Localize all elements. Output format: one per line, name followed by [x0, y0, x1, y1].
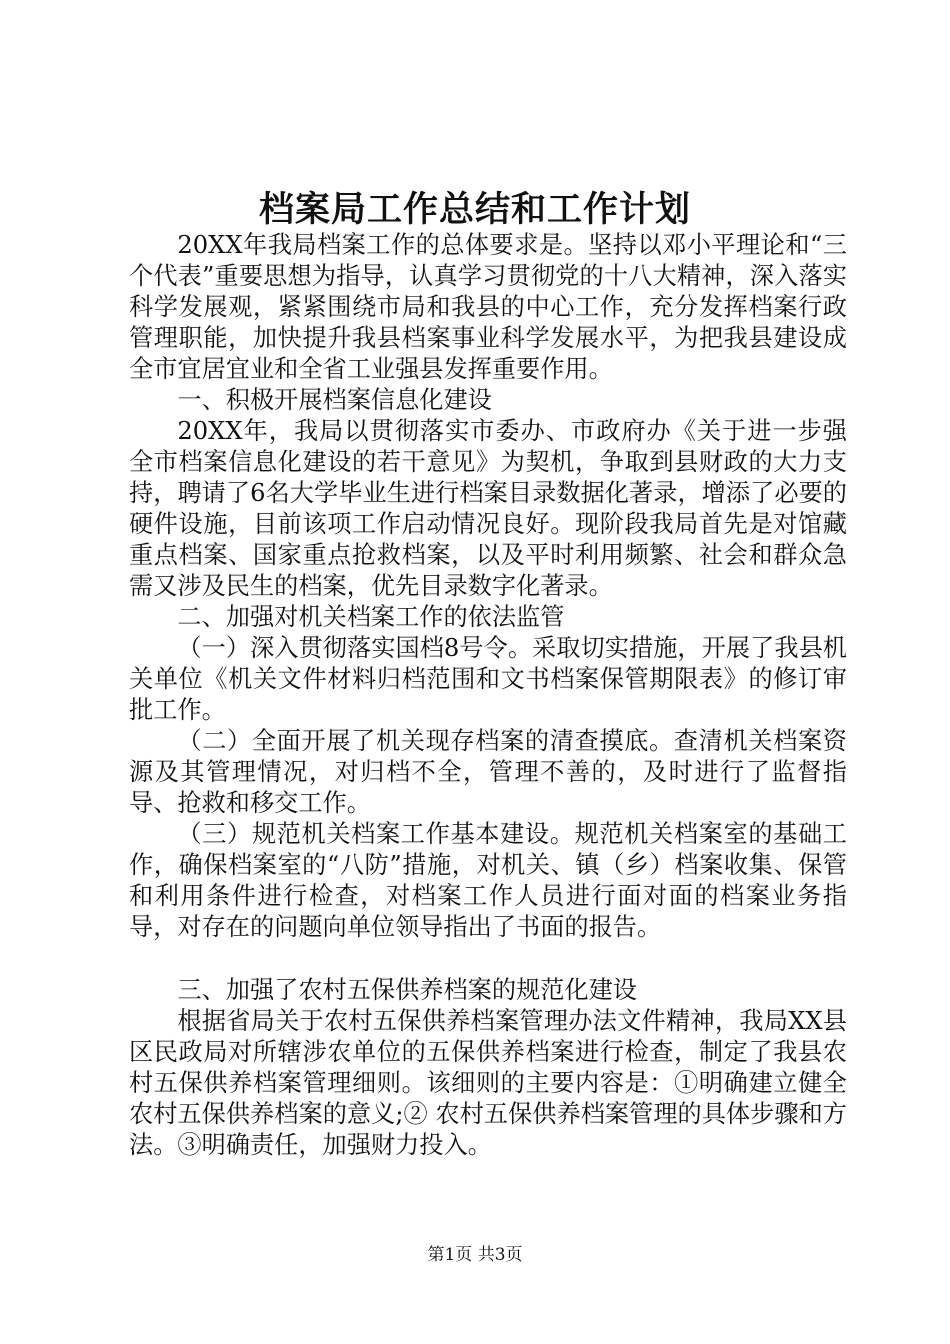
section-2-item-1: （一）深入贯彻落实国档8号令。采取切实措施，开展了我县机关单位《机关文件材料归档范围和文书档案保管期限表》的修订审批工作。: [129, 634, 847, 724]
page-number-footer: 第1页 共3页: [427, 1245, 523, 1265]
section-2-item-3: （三）规范机关档案工作基本建设。规范机关档案室的基础工作，确保档案室的“八防”措施，对机关、镇（乡）档案收集、保管和利用条件进行检查，对档案工作人员进行面对面的档案业务指导，对存在的问题向单位领导指出了书面的报告。: [129, 820, 847, 941]
section-3-paragraph: 根据省局关于农村五保供养档案管理办法文件精神，我局XX县区民政局对所辖涉农单位的五保供养档案进行检查，制定了我县农村五保供养档案管理细则。该细则的主要内容是：①明确建立健全农村五保供养档案的意义;② 农村五保供养档案管理的具体步骤和方法。③明确责任，加强财力投入。: [129, 1007, 847, 1159]
section-heading-2: 二、加强对机关档案工作的依法监管: [177, 603, 565, 631]
section-2-item-2: （二）全面开展了机关现存档案的清查摸底。查清机关档案资源及其管理情况，对归档不全，管理不善的，及时进行了监督指导、抢救和移交工作。: [129, 727, 847, 817]
document-title: 档案局工作总结和工作计划: [258, 189, 691, 230]
section-heading-1: 一、积极开展档案信息化建设: [177, 386, 492, 414]
section-1-paragraph: 20XX年，我局以贯彻落实市委办、市政府办《关于进一步强全市档案信息化建设的若干意见》为契机，争取到县财政的大力支持，聘请了6名大学毕业生进行档案目录数据化著录，增添了必要的硬件设施，目前该项工作启动情况良好。现阶段我局首先是对馆藏重点档案、国家重点抢救档案，以及平时利用频繁、社会和群众急需又涉及民生的档案，优先目录数字化著录。: [129, 417, 847, 600]
intro-paragraph: 20XX年我局档案工作的总体要求是。坚持以邓小平理论和“三个代表”重要思想为指导，认真学习贯彻党的十八大精神，深入落实科学发展观，紧紧围绕市局和我县的中心工作，充分发挥档案行政管理职能，加快提升我县档案事业科学发展水平，为把我县建设成全市宜居宜业和全省工业强县发挥重要作用。: [129, 231, 847, 383]
document-body: [129, 230, 847, 1161]
section-heading-3: 三、加强了农村五保供养档案的规范化建设: [177, 976, 637, 1004]
